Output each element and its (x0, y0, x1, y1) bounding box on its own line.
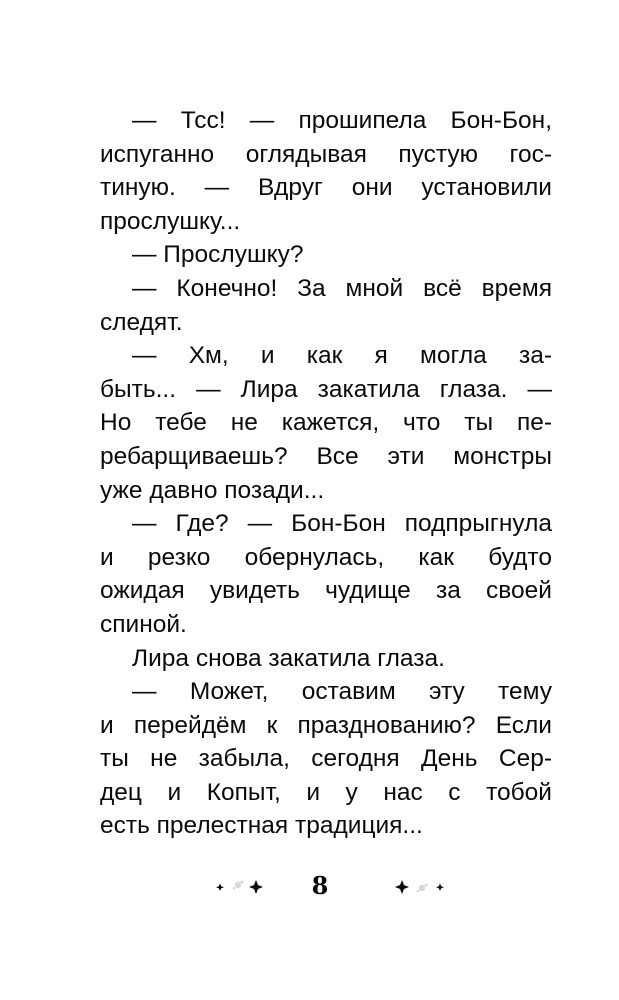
text-line: — Тсс! — прошипела Бон-Бон, (132, 107, 552, 134)
text-line: и перейдём к празднованию? Если (100, 711, 552, 739)
text-line: ожидая увидеть чудище за своей (100, 577, 552, 605)
text-line: следят. (100, 308, 183, 336)
text-line: Но тебе не кажется, что ты пе- (100, 409, 552, 437)
paragraph-7 (100, 675, 552, 843)
paragraph-3 (100, 272, 552, 339)
text-line: — Хм, и как я могла за- (132, 342, 552, 370)
text-line: — Прослушку? (132, 241, 304, 269)
text-line: прослушку... (100, 207, 241, 235)
stars-ornament-icon (388, 874, 448, 900)
text-line: дец и Копыт, и у нас с тобой (100, 778, 552, 806)
text-line: испуганно оглядывая пустую гос- (100, 140, 552, 168)
text-line: и резко обернулась, как будто (100, 543, 552, 571)
text-line: — Может, оставим эту тему (132, 678, 552, 706)
paragraph-2 (100, 238, 552, 272)
text-line: ты не забыла, сегодня День Сер- (100, 745, 552, 773)
paragraph-1 (100, 104, 552, 238)
text-line: ребарщиваешь? Все эти монстры (100, 442, 552, 470)
text-line: быть... — Лира закатила глаза. — (100, 375, 552, 403)
page-footer (0, 871, 619, 904)
page-number: 8 (311, 871, 329, 900)
text-line: Лира снова закатила глаза. (132, 644, 445, 672)
text-line: — Конечно! За мной всё время (132, 274, 552, 302)
text-line: уже давно позади... (100, 476, 325, 504)
paragraph-6 (100, 642, 552, 676)
paragraph-4 (100, 339, 552, 507)
book-page-text (100, 104, 552, 843)
stars-ornament-icon (212, 874, 272, 900)
paragraph-5 (100, 507, 552, 641)
text-line: спиной. (100, 610, 187, 638)
text-line: тиную. — Вдруг они установили (100, 174, 552, 202)
text-line: — Где? — Бон-Бон подпрыгнула (132, 510, 552, 538)
text-line: есть прелестная традиция... (100, 812, 423, 840)
